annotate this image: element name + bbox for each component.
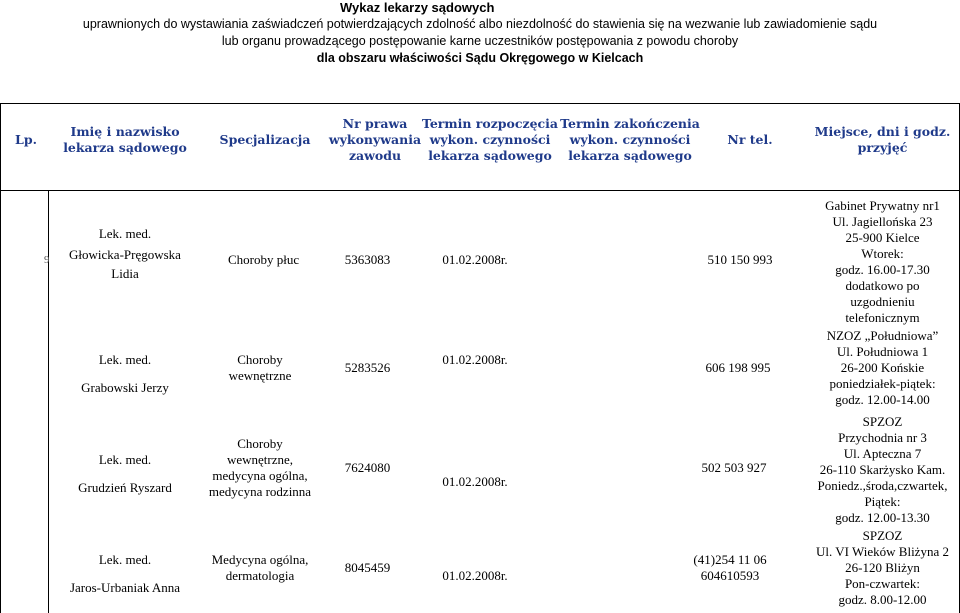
- table-row-doctor-name: Lek. med. Grabowski Jerzy: [81, 352, 169, 395]
- column-header-license: Nr prawa wykonywania zawodu: [328, 116, 422, 163]
- table-row-license: 7624080: [344, 460, 391, 475]
- column-header-phone: Nr tel.: [727, 132, 773, 147]
- table-row-license: 5283526: [344, 360, 391, 375]
- page-title: Wykaz lekarzy sądowych: [340, 0, 495, 15]
- table-row-specialization: Medycyna ogólna, dermatologia: [211, 552, 309, 583]
- subtitle-line-3: dla obszaru właściwości Sądu Okręgowego w Kielcach: [316, 51, 644, 65]
- table-row-doctor-name: Lek. med. Głowicka-Pręgowska Lidia: [69, 226, 181, 281]
- table-row-place: SPZOZ Przychodnia nr 3 Ul. Aptеczna 7 26-110 Skarżysko Kam. Poniedz.,środa,czwartek, Piątek: godz. 12.00-13.30: [817, 414, 948, 525]
- table-row-phone: 606 198 995: [705, 360, 771, 375]
- table-row-specialization: Choroby wewnętrzne, medycyna ogólna, medycyna rodzinna: [208, 436, 312, 499]
- table-row-place: SPZOZ Ul. VI Wieków Bliżyna 2 26-120 Bliżyn Pon-czwartek: godz. 8.00-12.00: [816, 528, 949, 607]
- table-row-start-date: 01.02.2008r.: [442, 568, 508, 583]
- table-row-specialization: Choroby wewnętrzne: [228, 352, 292, 383]
- table-row-phone: 510 150 993: [707, 252, 773, 267]
- table-row-place: Gabinet Prywatny nr1 Ul. Jagiellońska 23 25-900 Kielce Wtorek: godz. 16.00-17.30 dodatkowo po uzgodnieniu telefonicznym: [825, 198, 940, 325]
- table-row-start-date: 01.02.2008r.: [442, 352, 508, 367]
- table-row-place: NZOZ „Południowa” Ul. Południowa 1 26-200 Końskie poniedziałek-piątek: godz. 12.00-14.00: [826, 328, 939, 407]
- table-row-doctor-name: Lek. med. Grudzień Ryszard: [78, 452, 172, 495]
- table-row-license: 8045459: [344, 560, 391, 575]
- table-row-license: 5363083: [344, 252, 391, 267]
- table-row-start-date: 01.02.2008r.: [442, 252, 508, 267]
- column-header-lp: Lp.: [15, 132, 37, 147]
- header-divider: [0, 190, 960, 191]
- table-border-left: [0, 103, 1, 613]
- column-header-place: Miejsce, dni i godz. przyjęć: [814, 124, 951, 155]
- row-number-stub: 9: [44, 254, 50, 266]
- column-header-name: Imię i nazwisko lekarza sądowego: [63, 124, 187, 155]
- subtitle-line-2: lub organu prowadzącego postępowanie karne uczestników postępowania z powodu choroby: [221, 34, 739, 48]
- column-header-specialization: Specjalizacja: [219, 132, 311, 147]
- table-border-top: [0, 103, 960, 104]
- column-header-start-date: Termin rozpoczęcia wykon. czynności lekarza sądowego: [421, 116, 559, 163]
- subtitle-line-1: uprawnionych do wystawiania zaświadczeń potwierdzających zdolność albo niezdolność do stawienia się na wezwanie lub zawiadomienie sądu: [82, 17, 878, 31]
- table-row-phone: (41)254 11 06 604610593: [693, 552, 767, 583]
- table-row-specialization: Choroby płuc: [228, 252, 300, 267]
- column-header-end-date: Termin zakończenia wykon. czynności lekarza sądowego: [560, 116, 700, 163]
- table-row-start-date: 01.02.2008r.: [442, 474, 508, 489]
- table-row-phone: 502 503 927: [701, 460, 767, 475]
- table-row-doctor-name: Lek. med. Jaros-Urbaniak Anna: [69, 552, 181, 595]
